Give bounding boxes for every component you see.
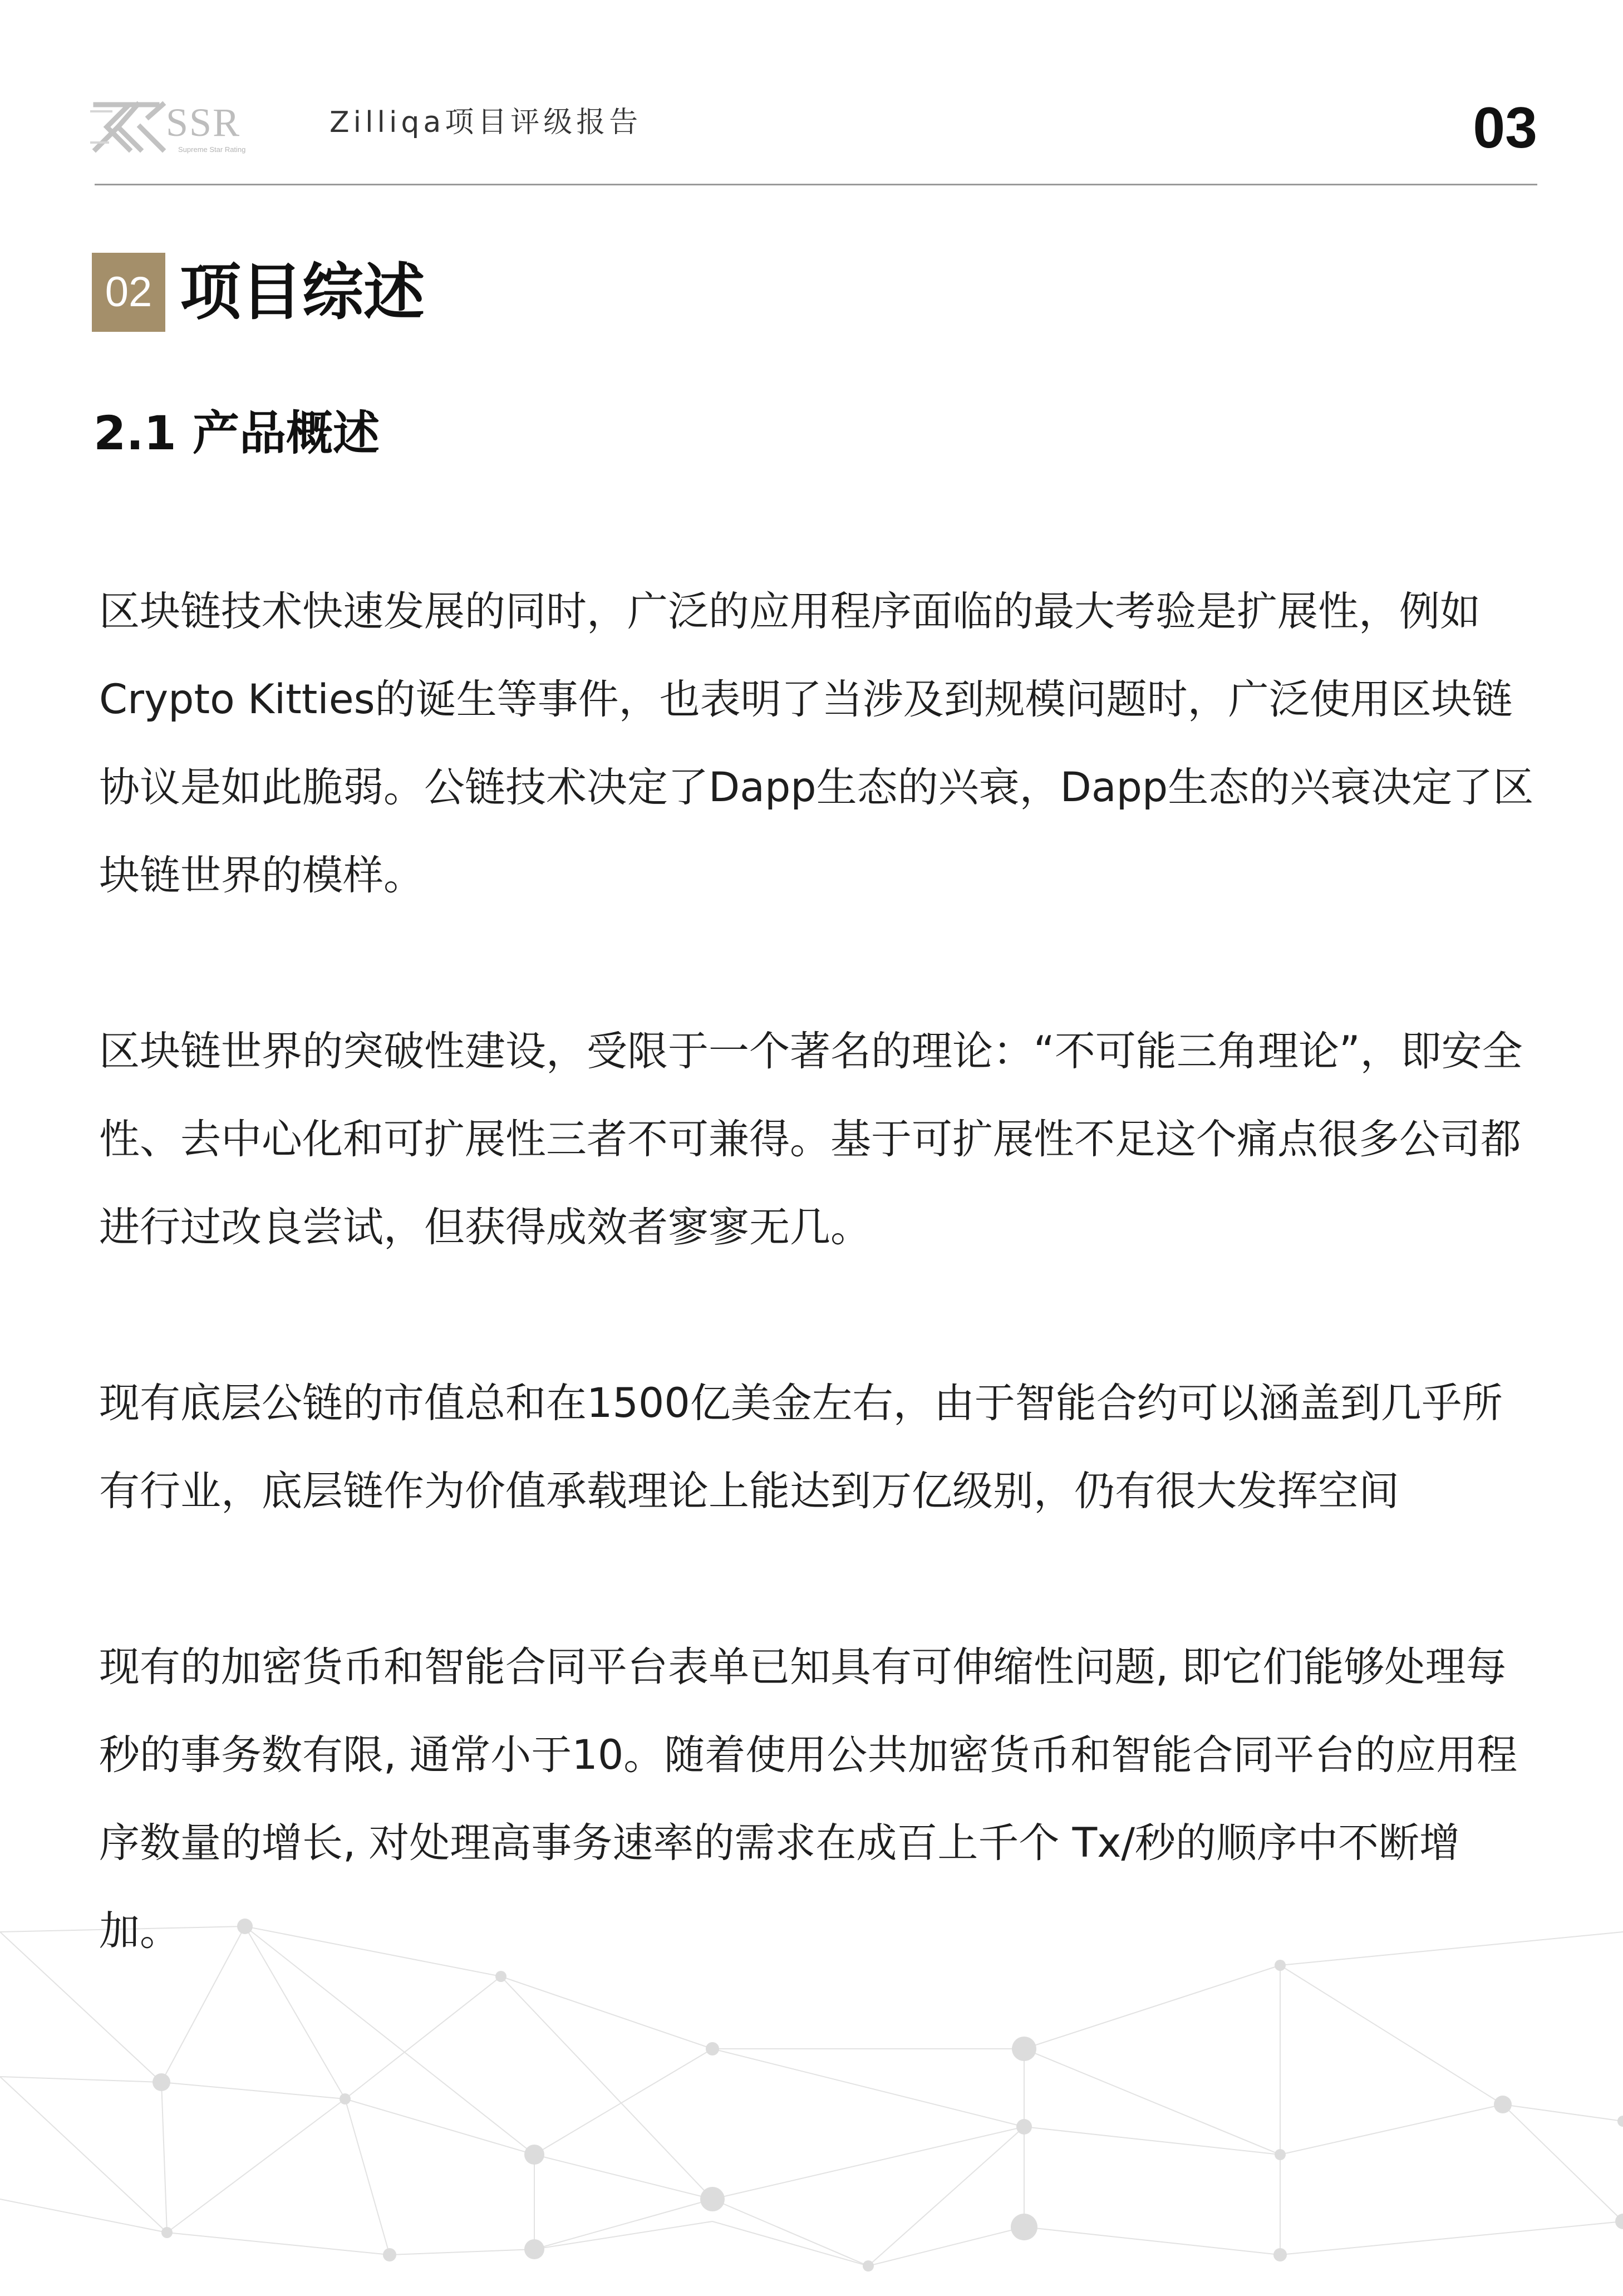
ssr-logo-mark-icon bbox=[85, 95, 174, 161]
ssr-logo bbox=[85, 95, 274, 161]
document-title: Zilliqa项目评级报告 bbox=[329, 106, 642, 139]
subsection-title: 2.1 产品概述 bbox=[94, 406, 380, 460]
logo-wordmark: SSR bbox=[166, 100, 241, 145]
paragraph: 现有的加密货币和智能合同平台表单已知具有可伸缩性问题, 即它们能够处理每秒的事务数有限, 通常小于10。随着使用公共加密货币和智能合同平台的应用程序数量的增长, 对处理高事务速率的需求在成百上千个 Tx/秒的顺序中不断增加。 bbox=[99, 1643, 1518, 1955]
page-number: 03 bbox=[1473, 96, 1537, 160]
paragraph: 区块链技术快速发展的同时，广泛的应用程序面临的最大考验是扩展性，例如Crypto Kitties的诞生等事件，也表明了当涉及到规模问题时，广泛使用区块链协议是如此脆弱。公链技术决定了Dapp生态的兴衰，Dapp生态的兴衰决定了区块链世界的模样。 bbox=[99, 588, 1534, 899]
logo-tagline: Supreme Star Rating bbox=[178, 145, 246, 154]
section-title: 项目综述 bbox=[180, 257, 425, 328]
paragraph: 现有底层公链的市值总和在1500亿美金左右，由于智能合约可以涵盖到几乎所有行业，底层链作为价值承载理论上能达到万亿级别，仍有很大发挥空间 bbox=[99, 1380, 1503, 1515]
header-divider bbox=[95, 184, 1537, 185]
body-text bbox=[99, 568, 1535, 2063]
paragraph: 区块链世界的突破性建设，受限于一个著名的理论：“不可能三角理论”，即安全性、去中心化和可扩展性三者不可兼得。基于可扩展性不足这个痛点很多公司都进行过改良尝试，但获得成效者寥寥无几。 bbox=[99, 1028, 1523, 1251]
section-number-badge: 02 bbox=[92, 253, 165, 332]
page-header bbox=[85, 84, 1537, 187]
